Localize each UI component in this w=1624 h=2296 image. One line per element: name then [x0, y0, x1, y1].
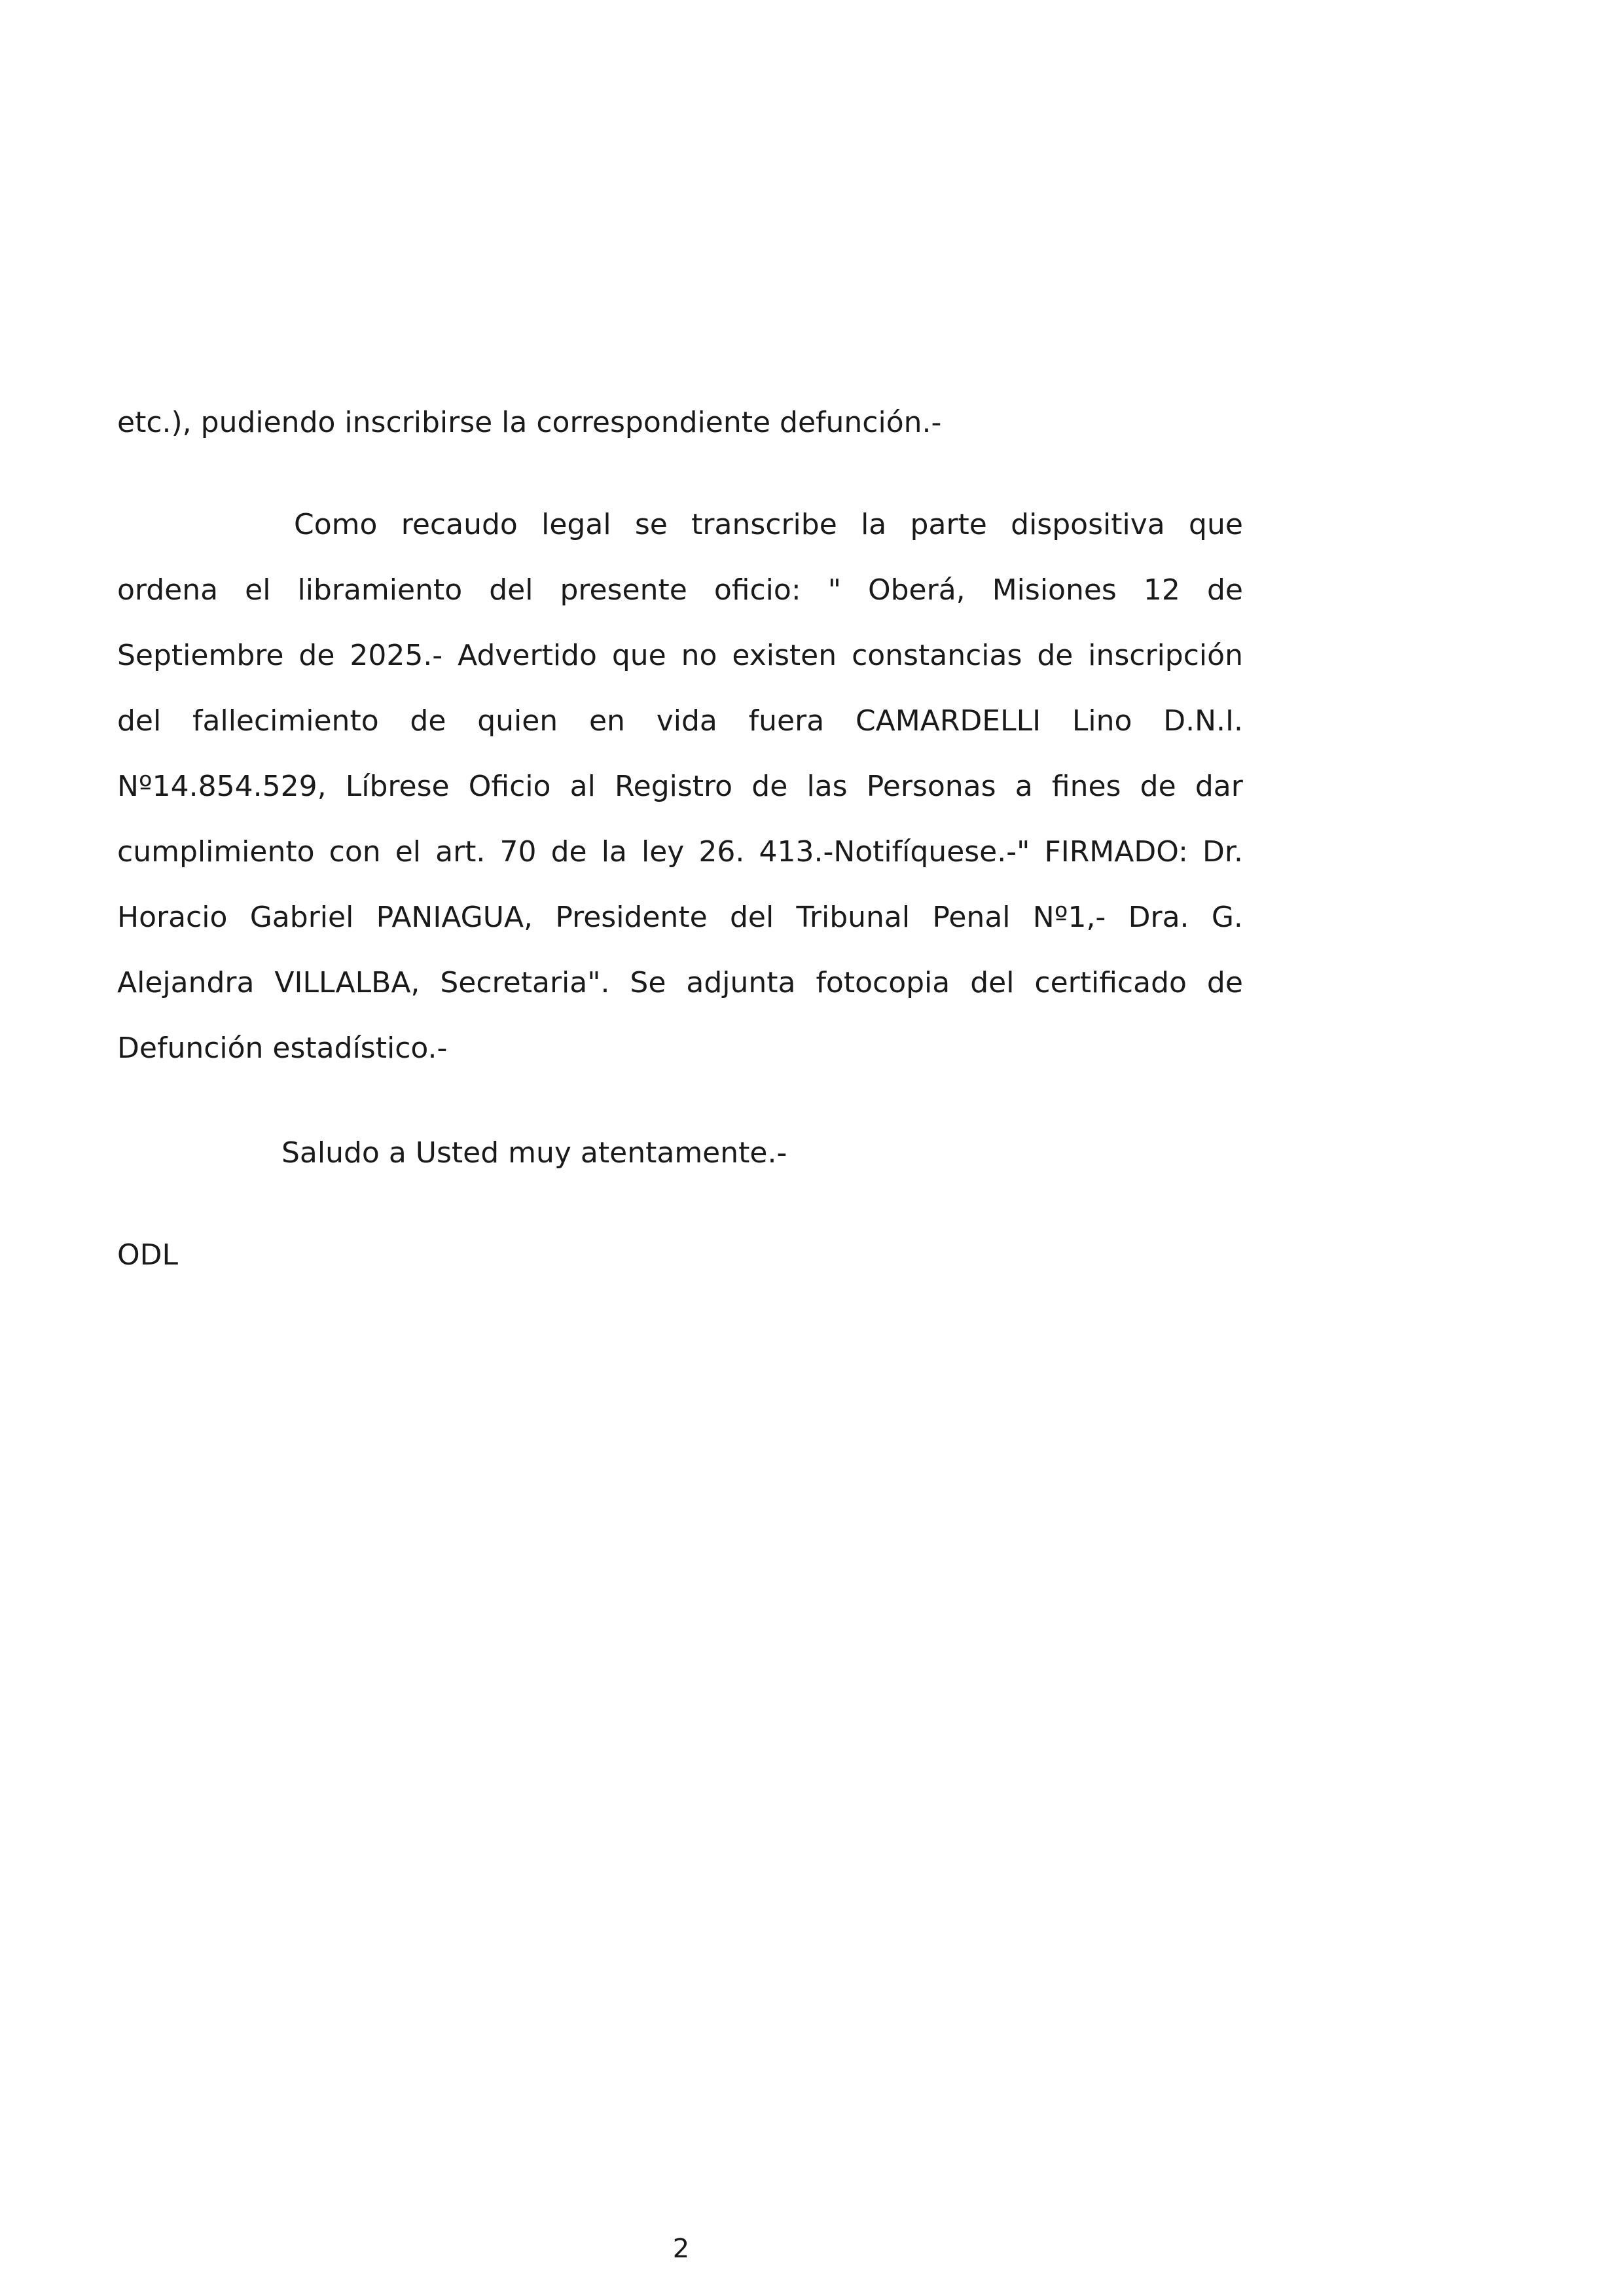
paragraph-word: Penal [932, 901, 1011, 934]
paragraph-word: FIRMADO: [1044, 835, 1188, 869]
paragraph-word: presente [560, 573, 687, 607]
paragraph-word: Gabriel [249, 901, 354, 934]
paragraph-line [117, 689, 1243, 754]
paragraph-word: a [1015, 770, 1033, 803]
paragraph-word: con [329, 835, 381, 869]
page-number: 2 [672, 2234, 690, 2264]
paragraph-word: 413.-Notifíquese.-" [759, 835, 1030, 869]
paragraph-word: constancias [852, 639, 1022, 672]
paragraph-word: recaudo [401, 508, 518, 541]
paragraph-word: del [729, 901, 774, 934]
paragraph-word: cumplimiento [117, 835, 315, 869]
paragraph-word: de [1206, 573, 1243, 607]
paragraph-word: Dr. [1202, 835, 1243, 869]
paragraph-line [117, 819, 1243, 885]
paragraph-word: las [806, 770, 848, 803]
paragraph-word: se [634, 508, 668, 541]
paragraph-word: quien [477, 704, 558, 738]
paragraph-word: fuera [748, 704, 825, 738]
paragraph-line [117, 950, 1243, 1016]
paragraph-word: Líbrese [345, 770, 450, 803]
paragraph-word: de [1037, 639, 1074, 672]
paragraph-line [117, 558, 1243, 623]
paragraph-word: 26. [698, 835, 745, 869]
paragraph-word: del [117, 704, 162, 738]
paragraph-word: Lino [1072, 704, 1132, 738]
paragraph-word: Presidente [555, 901, 708, 934]
paragraph-word: PANIAGUA, [376, 901, 533, 934]
paragraph-word: Horacio [117, 901, 228, 934]
paragraph-word: de [1140, 770, 1176, 803]
paragraph-word: transcribe [691, 508, 837, 541]
paragraph-word: Dra. [1128, 901, 1189, 934]
paragraph-word: el [395, 835, 422, 869]
paragraph-word: parte [910, 508, 987, 541]
paragraph-word: " [827, 573, 841, 607]
paragraph-word: ley [641, 835, 685, 869]
paragraph-word: dar [1195, 770, 1243, 803]
paragraph-line [117, 754, 1243, 819]
paragraph-word: legal [541, 508, 611, 541]
paragraph-word: adjunta [686, 966, 796, 999]
paragraph-word: Tribunal [796, 901, 911, 934]
paragraph-word: dispositiva [1011, 508, 1165, 541]
paragraph-word: libramiento [297, 573, 463, 607]
paragraph-word: Registro [615, 770, 733, 803]
paragraph-word: no [681, 639, 717, 672]
paragraph-word: 12 [1143, 573, 1180, 607]
paragraph-word: Se [630, 966, 666, 999]
paragraph-word: G. [1211, 901, 1243, 934]
paragraph-word: la [861, 508, 887, 541]
paragraph-word: del [970, 966, 1015, 999]
paragraph-word: Alejandra [117, 966, 255, 999]
paragraph-word: fotocopia [816, 966, 950, 999]
paragraph-word: de [298, 639, 335, 672]
paragraph-line [117, 623, 1243, 689]
paragraph-word: de [410, 704, 446, 738]
paragraph-word: Como [294, 508, 378, 541]
paragraph-word: que [611, 639, 666, 672]
paragraph-word: Secretaria". [440, 966, 610, 999]
paragraph-word: Misiones [992, 573, 1117, 607]
paragraph-word: 2025.- [350, 639, 443, 672]
paragraph-word: Septiembre [117, 639, 284, 672]
paragraph-word: del [489, 573, 533, 607]
paragraph-word: en [588, 704, 625, 738]
paragraph-word: Oficio [468, 770, 551, 803]
paragraph-word: art. [435, 835, 486, 869]
paragraph-word: de [751, 770, 788, 803]
paragraph-line [117, 492, 1243, 558]
paragraph-word: CAMARDELLI [855, 704, 1041, 738]
paragraph-word: el [245, 573, 271, 607]
author-initials: ODL [117, 1238, 179, 1272]
paragraph-word: oficio: [713, 573, 801, 607]
paragraph-word: vida [656, 704, 717, 738]
paragraph-word: existen [732, 639, 837, 672]
paragraph-word: Advertido [458, 639, 597, 672]
paragraph-word: certificado [1034, 966, 1187, 999]
paragraph-word: ordena [117, 573, 219, 607]
transcription-paragraph [117, 492, 1243, 1081]
paragraph-word: Oberá, [867, 573, 965, 607]
paragraph-word: D.N.I. [1163, 704, 1243, 738]
paragraph-word: Nº1,- [1032, 901, 1106, 934]
paragraph-word: 70 [499, 835, 537, 869]
paragraph-word: al [569, 770, 596, 803]
paragraph-word: de [550, 835, 587, 869]
paragraph-word: la [601, 835, 627, 869]
paragraph-line: Defunción estadístico.- [117, 1031, 448, 1065]
paragraph-line [117, 885, 1243, 950]
paragraph-word: fallecimiento [192, 704, 379, 738]
paragraph-word: de [1206, 966, 1243, 999]
paragraph-word: Nº14.854.529, [117, 770, 327, 803]
paragraph-word: que [1189, 508, 1243, 541]
paragraph-word: fines [1051, 770, 1121, 803]
paragraph-word: VILLALBA, [274, 966, 420, 999]
paragraph-word: Personas [866, 770, 996, 803]
paragraph-word: inscripción [1088, 639, 1243, 672]
opening-line: etc.), pudiendo inscribirse la correspondiente defunción.- [117, 406, 942, 439]
closing-greeting: Saludo a Usted muy atentamente.- [281, 1136, 787, 1170]
